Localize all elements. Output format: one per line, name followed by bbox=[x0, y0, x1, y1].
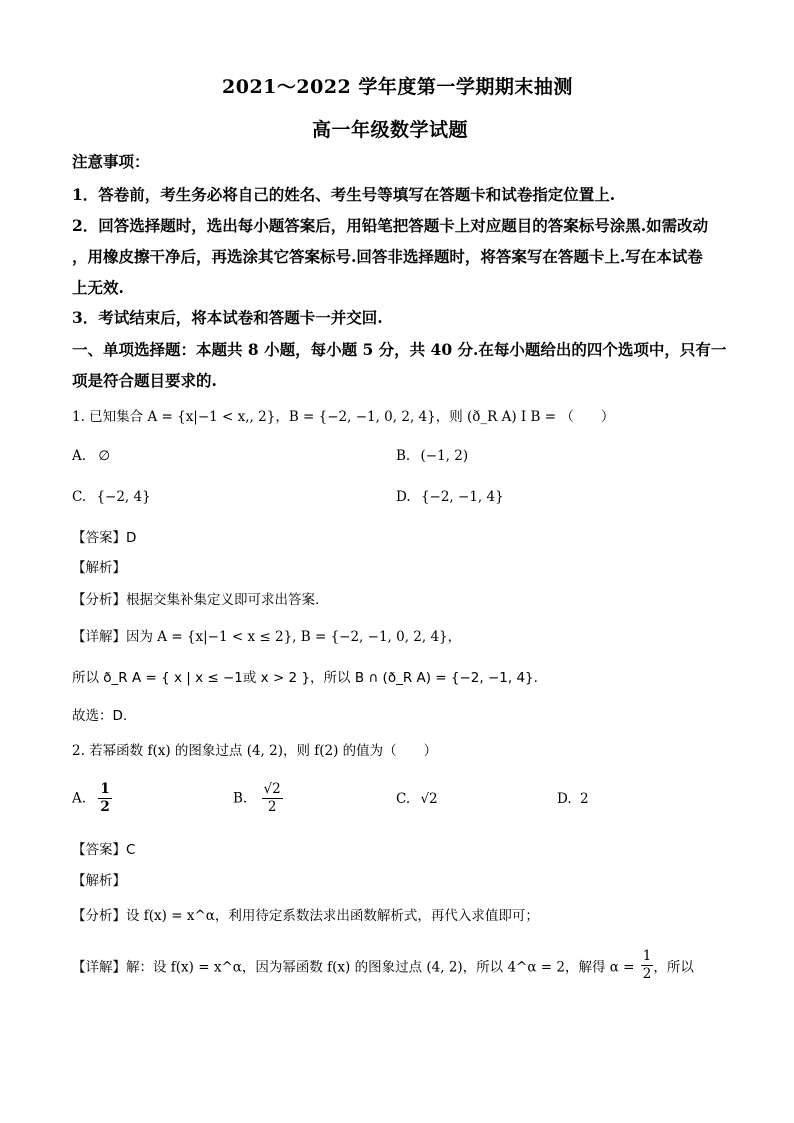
q2-option-b-label: B. bbox=[233, 790, 248, 807]
page-subtitle: 高一年级数学试题 bbox=[312, 119, 469, 141]
q1-conclusion: 故选：D. bbox=[72, 708, 128, 724]
q2-xiangjie-denominator: 2 bbox=[642, 966, 652, 982]
q1-answer-value: D bbox=[126, 530, 137, 546]
q2-answer bbox=[72, 838, 135, 858]
q1-fenxi bbox=[72, 588, 319, 608]
q1-option-b-value: (−1, 2) bbox=[420, 448, 469, 464]
q2-fenxi-tag: 【分析】 bbox=[72, 908, 126, 924]
notice-item-1: 1．答卷前，考生务必将自己的姓名、考生号等填写在答题卡和试卷指定位置上. bbox=[72, 185, 616, 204]
q2-option-c bbox=[396, 791, 438, 807]
q2-option-d-label: D. bbox=[557, 791, 572, 807]
q2-xiangjie-numerator: 1 bbox=[642, 948, 652, 964]
q1-option-d bbox=[396, 489, 504, 505]
q1-xiangjie-line-2: 所以 ð_R A = { x | x ≤ −1或 x > 2 }，所以 B ∩ (ð_R A) = {−2, −1, 4}. bbox=[72, 670, 538, 686]
q1-fenxi-tag: 【分析】 bbox=[72, 592, 126, 608]
q2-option-c-label: C. bbox=[396, 791, 411, 807]
q2-option-b-numerator: √2 bbox=[263, 781, 281, 797]
q2-option-a-label: A. bbox=[72, 790, 87, 807]
q2-fenxi-text: 设 f(x) = x^α，利用待定系数法求出函数解析式，再代入求值即可； bbox=[126, 908, 539, 924]
notice-item-2-line-3: 上无效. bbox=[72, 278, 124, 297]
q1-option-d-value: {−2, −1, 4} bbox=[420, 489, 504, 505]
q2-xiangjie-tag: 【详解】 bbox=[72, 959, 126, 976]
q1-option-a-label: A. bbox=[72, 448, 87, 464]
q2-xiangjie-fraction bbox=[641, 948, 654, 983]
q1-xiangjie-line-1 bbox=[72, 625, 461, 645]
q2-answer-value: C bbox=[126, 842, 136, 858]
question-2-stem: 2. 若幂函数 f(x) 的图象过点 (4, 2)，则 f(2) 的值为（ ） bbox=[72, 743, 438, 759]
q2-xiangjie bbox=[72, 948, 694, 983]
q1-analysis-tag: 【解析】 bbox=[72, 560, 126, 576]
q1-option-a bbox=[72, 448, 110, 464]
q2-fenxi bbox=[72, 904, 539, 924]
q1-answer-tag: 【答案】 bbox=[72, 530, 126, 546]
q1-option-c bbox=[72, 489, 151, 505]
q1-option-a-value: ∅ bbox=[98, 448, 111, 464]
q1-answer bbox=[72, 526, 136, 546]
q1-option-d-label: D. bbox=[396, 489, 411, 505]
q1-option-c-label: C. bbox=[72, 489, 87, 505]
notice-item-2-line-1: 2．回答选择题时，选出每小题答案后，用铅笔把答题卡上对应题目的答案标号涂黑.如需改动 bbox=[72, 216, 709, 235]
q2-option-a bbox=[72, 781, 112, 816]
q2-option-b-denominator: 2 bbox=[267, 799, 277, 815]
section-heading-line-1: 一、单项选择题：本题共 8 小题，每小题 5 分，共 40 分.在每小题给出的四个选项中，只有一 bbox=[72, 340, 727, 359]
notice-item-3: 3．考试结束后，将本试卷和答题卡一并交回. bbox=[72, 308, 383, 327]
q1-option-b bbox=[396, 448, 468, 464]
q1-xiangjie-tag: 【详解】 bbox=[72, 629, 126, 645]
q2-option-d-value: 2 bbox=[579, 791, 589, 807]
q1-option-c-value: {−2, 4} bbox=[96, 489, 151, 505]
section-heading-line-2: 项是符合题目要求的. bbox=[72, 371, 217, 390]
page-title: 2021～2022 学年度第一学期期末抽测 bbox=[222, 76, 573, 98]
q2-option-a-denominator: 2 bbox=[100, 799, 110, 815]
q1-xiangjie-text-1: 因为 A = {x|−1 < x ≤ 2}, B = {−2, −1, 0, 2, 4}， bbox=[126, 629, 462, 645]
q1-option-b-label: B. bbox=[396, 448, 411, 464]
q2-option-b-fraction bbox=[262, 781, 283, 816]
q2-xiangjie-text-a: 解：设 f(x) = x^α，因为幂函数 f(x) 的图象过点 (4, 2)，所以 4^α = 2，解得 α = bbox=[126, 959, 635, 976]
q1-fenxi-text: 根据交集补集定义即可求出答案. bbox=[126, 592, 320, 608]
q2-option-c-value: √2 bbox=[420, 791, 438, 807]
q2-option-a-fraction bbox=[98, 781, 111, 816]
q2-analysis-tag: 【解析】 bbox=[72, 873, 126, 889]
q2-option-a-numerator: 1 bbox=[100, 781, 110, 797]
question-1-stem: 1. 已知集合 A = {x|−1 < x,, 2}，B = {−2, −1, 0, 2, 4}，则 (ð_R A) I B = （ ） bbox=[72, 409, 615, 425]
notice-heading: 注意事项： bbox=[72, 152, 150, 171]
notice-item-2-line-2: ，用橡皮擦干净后，再选涂其它答案标号.回答非选择题时，将答案写在答题卡上.写在本试卷 bbox=[72, 247, 703, 266]
q2-xiangjie-text-b: ，所以 bbox=[653, 959, 694, 976]
q2-option-b bbox=[233, 781, 283, 816]
q2-option-d bbox=[557, 791, 589, 807]
q2-answer-tag: 【答案】 bbox=[72, 842, 126, 858]
